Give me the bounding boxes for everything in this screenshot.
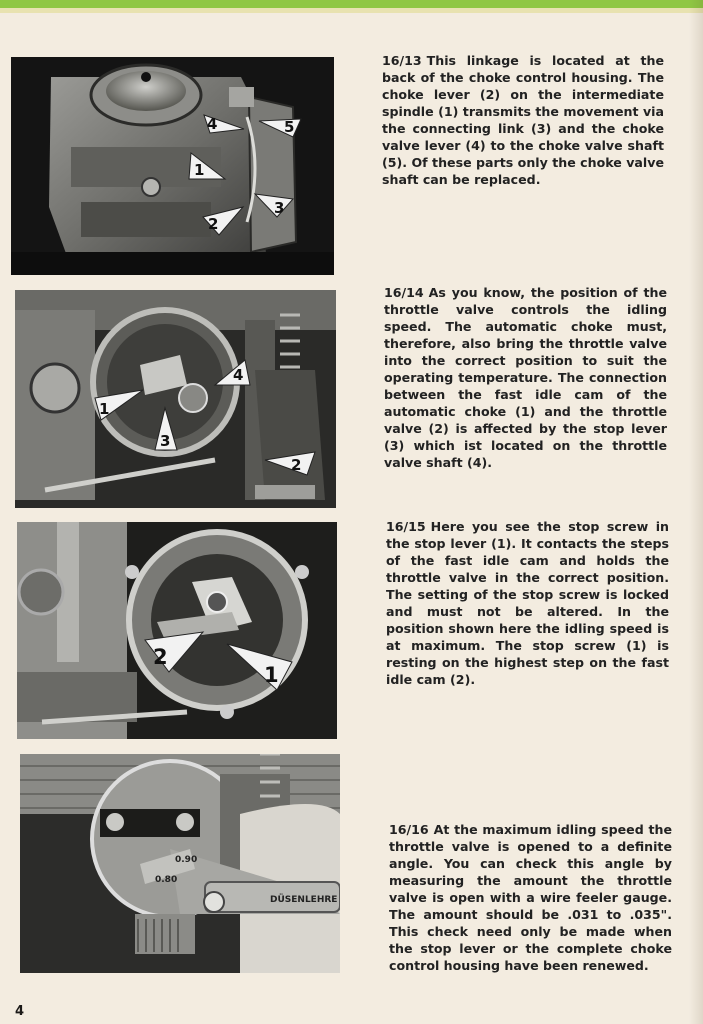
caption-number: 16/16: [389, 822, 429, 837]
caption-number: 16/13: [382, 53, 422, 68]
svg-text:3: 3: [274, 199, 285, 217]
svg-text:4: 4: [233, 366, 244, 384]
svg-text:1: 1: [264, 663, 279, 687]
gauge-label-080: 0.80: [155, 875, 178, 885]
gauge-label-090: 0.90: [175, 855, 198, 865]
svg-text:1: 1: [99, 400, 110, 418]
svg-text:1: 1: [194, 161, 205, 179]
page-edge-shadow: [689, 0, 703, 1024]
photo-choke-linkage: [11, 57, 334, 275]
caption-text: At the maximum idling speed the throttle valve is opened to a definite angle. You can check this angle by measuring the amount the throttle valve is open with a wire feeler gauge. The amount should be .031 to .035". This check need only be made when the stop lever or the complete choke control housing have been renewed.: [389, 822, 672, 973]
svg-text:2: 2: [291, 456, 302, 474]
page-number: 4: [15, 1004, 25, 1019]
caption-16-16: [389, 821, 672, 974]
svg-text:4: 4: [207, 115, 218, 133]
caption-text: This linkage is located at the back of the choke control housing. The choke lever (2) on the intermediate spindle (1) transmits the movement via the connecting link (3) and the choke valve lever (4) to the choke valve shaft (5). Of these parts only the choke valve shaft can be replaced.: [382, 53, 664, 187]
svg-text:2: 2: [153, 645, 168, 669]
photo-throttle-stop-lever: [15, 290, 336, 508]
caption-16-15: [386, 518, 669, 688]
caption-16-14: [384, 284, 667, 471]
caption-16-13: [382, 52, 664, 188]
photo-feeler-gauge: [20, 754, 340, 973]
caption-text: As you know, the position of the throttle valve controls the idling speed. The automatic choke must, therefore, also bring the throttle valve into the correct position to suit the operating temperature. The connection between the fast idle cam of the automatic choke (1) and the throttle valve (2) is affected by the stop lever (3) which ist located on the throttle valve shaft (4).: [384, 285, 667, 470]
gauge-brand: DÜSENLEHRE: [270, 895, 338, 905]
top-color-band-light: [0, 8, 703, 13]
caption-text: Here you see the stop screw in the stop lever (1). It contacts the steps of the fast idle cam and holds the throttle valve in the correct position. The setting of the stop screw is locked and must not be altered. In the position shown here the idling speed is at maximum. The stop screw (1) is resting on the highest step on the fast idle cam (2).: [386, 519, 669, 687]
photo-stop-screw: [17, 522, 337, 739]
top-color-band: [0, 0, 703, 8]
caption-number: 16/15: [386, 519, 426, 534]
svg-text:2: 2: [208, 215, 219, 233]
caption-number: 16/14: [384, 285, 424, 300]
svg-text:3: 3: [160, 432, 171, 450]
svg-text:5: 5: [284, 118, 295, 136]
